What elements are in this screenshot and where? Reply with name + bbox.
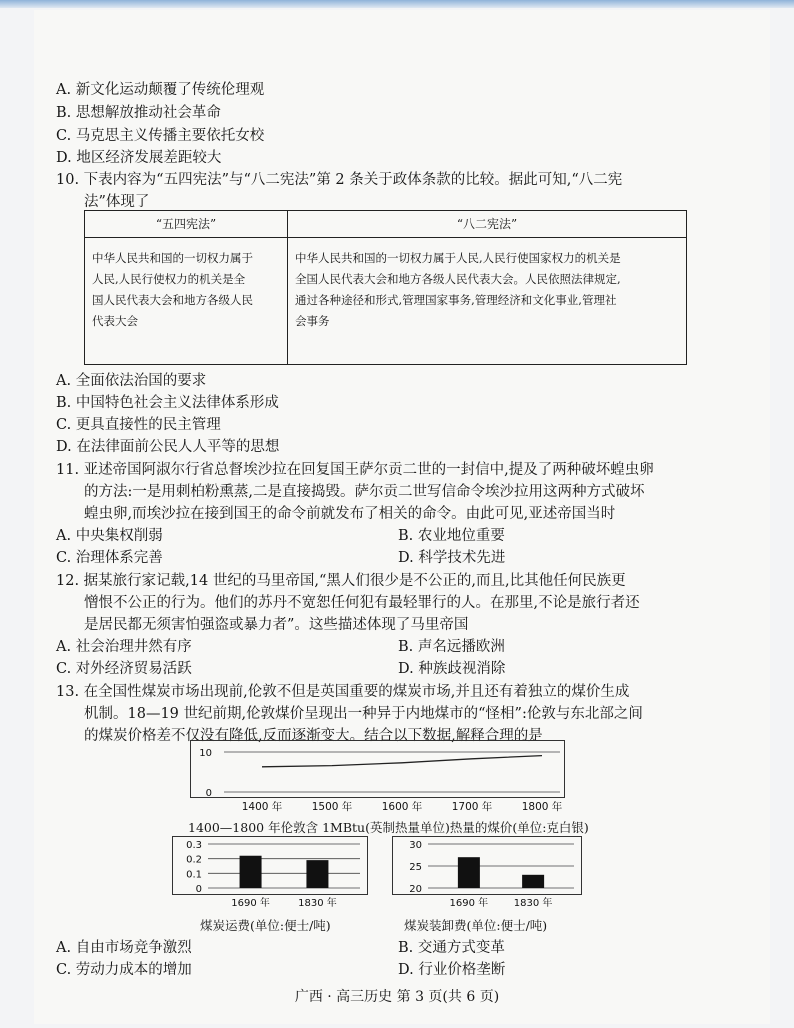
q13-option-d: D. 行业价格垄断 xyxy=(398,962,506,978)
q9-option-d: D. 地区经济发展差距较大 xyxy=(56,150,222,166)
q10-option-d: D. 在法律面前公民人人平等的思想 xyxy=(56,439,280,455)
q12-option-c: C. 对外经济贸易活跃 xyxy=(56,661,192,677)
q13-option-a: A. 自由市场竞争激烈 xyxy=(56,940,192,956)
q12-stem-line3: 是居民都无须害怕强盗或暴力者”。这些描述体现了马里帝国 xyxy=(84,617,469,633)
q9-option-a: A. 新文化运动颠覆了传统伦理观 xyxy=(56,82,265,98)
y-tick-label: 0 xyxy=(195,884,202,895)
q13-stem-line3: 的煤炭价格差不仅没有降低,反而逐渐变大。结合以下数据,解释合理的是 xyxy=(84,728,543,744)
q13-option-c: C. 劳动力成本的增加 xyxy=(56,962,192,978)
coal-price-line-chart xyxy=(190,740,565,816)
cell-1982-line: 全国人民代表大会和地方各级人民代表大会。人民依照法律规定, xyxy=(295,272,621,286)
scan-top-edge xyxy=(0,0,794,8)
cell-1982-line: 通过各种途径和形式,管理国家事务,管理经济和文化事业,管理社 xyxy=(295,293,617,307)
q11-option-d: D. 科学技术先进 xyxy=(398,550,506,566)
y-tick-label: 0 xyxy=(205,788,212,799)
y-tick-label: 0.3 xyxy=(186,840,202,851)
line-chart-caption: 1400—1800 年伦敦含 1MBtu(英制热量单位)热量的煤价(单位:克白银) xyxy=(188,820,589,835)
plot-frame xyxy=(191,741,565,798)
constitution-comparison-table xyxy=(84,210,687,365)
q11-stem-line2: 的方法:一是用刺柏粉熏蒸,二是直接捣毁。萨尔贡二世写信命令埃沙拉用这两种方式破坏 xyxy=(84,484,645,500)
q12-stem-line2: 憎恨不公正的行为。他们的苏丹不宽恕任何犯有最轻罪行的人。在那里,不论是旅行者还 xyxy=(84,595,640,611)
q13-stem-line1: 13. 在全国性煤炭市场出现前,伦敦不但是英国重要的煤炭市场,并且还有着独立的煤价生成 xyxy=(56,684,630,700)
x-tick-label: 1830 年 xyxy=(298,898,337,909)
bar xyxy=(522,875,544,888)
y-tick-label: 25 xyxy=(409,862,422,873)
q10-stem-line2: 法”体现了 xyxy=(84,194,150,210)
q9-option-b: B. 思想解放推动社会革命 xyxy=(56,105,221,121)
q10-stem-line1: 10. 下表内容为“五四宪法”与“八二宪法”第 2 条关于政体条款的比较。据此可知,“八二宪 xyxy=(56,172,623,188)
x-tick-label: 1500 年 xyxy=(311,801,353,813)
handling-chart-caption: 煤炭装卸费(单位:便士/吨) xyxy=(404,918,548,933)
bar xyxy=(240,856,262,888)
q12-stem-line1: 12. 据某旅行家记载,14 世纪的马里帝国,“黑人们很少是不公正的,而且,比其他任何民族更 xyxy=(56,573,626,589)
cell-1954-line: 代表大会 xyxy=(92,314,138,328)
y-tick-label: 0.1 xyxy=(186,869,202,881)
q13-option-b: B. 交通方式变革 xyxy=(398,940,505,956)
q10-option-a: A. 全面依法治国的要求 xyxy=(56,373,207,389)
cell-1954-line: 国人民代表大会和地方各级人民 xyxy=(92,293,253,307)
cell-1982-line: 中华人民共和国的一切权力属于人民,人民行使国家权力的机关是 xyxy=(295,251,621,265)
q11-option-b: B. 农业地位重要 xyxy=(398,528,505,544)
q11-option-c: C. 治理体系完善 xyxy=(56,550,163,566)
x-tick-label: 1800 年 xyxy=(521,801,563,813)
y-tick-label: 20 xyxy=(409,884,422,895)
q11-stem-line1: 11. 亚述帝国阿淑尔行省总督埃沙拉在回复国王萨尔贡二世的一封信中,提及了两种破坏蝗虫卵 xyxy=(56,462,654,478)
table-cell-1982 xyxy=(288,238,687,365)
series-line xyxy=(262,756,542,767)
x-tick-label: 1830 年 xyxy=(513,898,553,909)
x-tick-label: 1400 年 xyxy=(241,801,283,813)
cell-1954-line: 人民,人民行使权力的机关是全 xyxy=(92,272,246,286)
q12-option-d: D. 种族歧视消除 xyxy=(398,661,506,677)
table-header-1954: “五四宪法” xyxy=(85,211,288,238)
q11-stem-line3: 蝗虫卵,而埃沙拉在接到国王的命令前就发布了相关的命令。由此可见,亚述帝国当时 xyxy=(84,506,616,522)
q13-stem-line2: 机制。18—19 世纪前期,伦敦煤价呈现出一种异于内地煤市的“怪相”:伦敦与东北部之间 xyxy=(84,706,643,722)
cell-1982-line: 会事务 xyxy=(295,314,330,328)
x-tick-label: 1700 年 xyxy=(451,801,493,813)
x-tick-label: 1690 年 xyxy=(449,898,489,909)
x-tick-label: 1600 年 xyxy=(381,801,423,813)
y-tick-label: 0.2 xyxy=(186,854,202,866)
page-footer: 广西 · 高三历史 第 3 页(共 6 页) xyxy=(294,989,500,1005)
cell-1954-line: 中华人民共和国的一切权力属于 xyxy=(92,251,253,265)
y-tick-label: 10 xyxy=(199,748,212,759)
q10-option-c: C. 更具直接性的民主管理 xyxy=(56,417,221,433)
freight-cost-bar-chart xyxy=(172,836,368,912)
q11-option-a: A. 中央集权削弱 xyxy=(56,528,163,544)
q12-option-a: A. 社会治理井然有序 xyxy=(56,639,192,655)
bar xyxy=(306,860,328,888)
bar xyxy=(458,857,480,888)
x-tick-label: 1690 年 xyxy=(231,898,270,909)
table-header-1982: “八二宪法” xyxy=(288,211,687,238)
q12-option-b: B. 声名远播欧洲 xyxy=(398,639,505,655)
q10-option-b: B. 中国特色社会主义法律体系形成 xyxy=(56,395,279,411)
y-tick-label: 30 xyxy=(409,840,422,851)
table-cell-1954 xyxy=(85,238,288,365)
freight-chart-caption: 煤炭运费(单位:便士/吨) xyxy=(200,918,331,933)
q9-option-c: C. 马克思主义传播主要依托女校 xyxy=(56,128,265,144)
handling-cost-bar-chart xyxy=(392,836,582,912)
